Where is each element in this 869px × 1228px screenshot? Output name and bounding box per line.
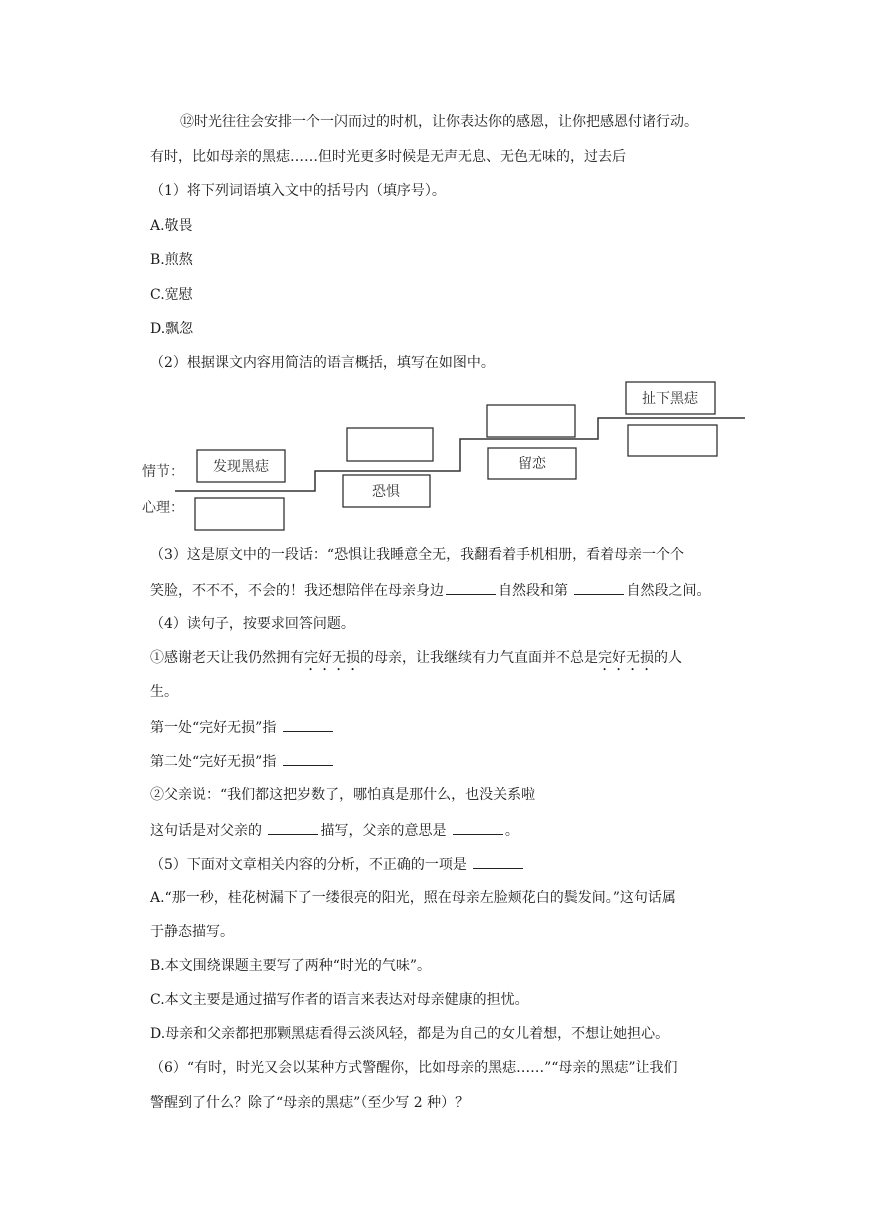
answer-blank[interactable] — [283, 751, 333, 766]
option-b: B.本文围绕课题主要写了两种“时光的气味”。 — [150, 958, 432, 974]
sub-question: 这句话是对父亲的 描写，父亲的意思是 。 — [150, 820, 519, 841]
sub-question: 第二处“完好无损”指 — [150, 751, 335, 772]
sentence-2: ②父亲说：“我们都这把岁数了，哪怕真是那什么，也没关系啦 — [150, 787, 536, 803]
mind-box-1 — [195, 498, 284, 530]
sentence-1: ①感谢老天让我仍然拥有完好无损的母亲，让我继续有力气直面并不总是完好无损的人 — [150, 650, 682, 666]
option-a: A.敬畏 — [150, 218, 193, 234]
answer-blank[interactable] — [473, 854, 523, 869]
answer-blank[interactable] — [283, 717, 333, 732]
plot-box-4-text: 扯下黑痣 — [642, 391, 698, 407]
mind-box-4 — [628, 425, 717, 456]
row-label-mind: 心理： — [142, 500, 184, 516]
answer-blank[interactable] — [268, 820, 318, 835]
option-c: C.宽慰 — [150, 287, 193, 303]
question-stem: （6）“有时，时光又会以某种方式警醒你，比如母亲的黑痣……”“母亲的黑痣”让我们 — [150, 1060, 678, 1076]
answer-blank[interactable] — [446, 580, 496, 595]
option-c: C.本文主要是通过描写作者的语言来表达对母亲健康的担忧。 — [150, 992, 529, 1008]
question-stem: （5）下面对文章相关内容的分析，不正确的一项是 — [150, 854, 525, 875]
sub-question: 第一处“完好无损”指 — [150, 717, 335, 738]
answer-blank[interactable] — [574, 580, 624, 595]
option-d: D.飘忽 — [150, 321, 194, 337]
emphasized-phrase: 完好无损 — [598, 650, 654, 666]
question-stem-cont: 警醒到了什么？除了“母亲的黑痣”（至少写 2 种）？ — [150, 1095, 470, 1111]
plot-mind-diagram — [140, 378, 745, 538]
emphasized-phrase: 完好无损 — [304, 650, 360, 666]
plot-box-3 — [487, 405, 575, 437]
plot-box-2 — [347, 428, 433, 461]
row-label-plot: 情节： — [142, 464, 184, 480]
question-stem: （1）将下列词语填入文中的括号内（填序号）。 — [150, 183, 446, 199]
option-a: A.“那一秒，桂花树漏下了一缕很亮的阳光，照在母亲左脸颊花白的鬓发间。”这句话属 — [150, 890, 676, 906]
mind-box-2-text: 恐惧 — [372, 484, 400, 500]
answer-blank[interactable] — [453, 820, 503, 835]
option-b: B.煎熬 — [150, 252, 193, 268]
question-line: 笑脸，不不不，不会的！我还想陪伴在母亲身边 自然段和第 自然段之间。 — [150, 580, 710, 601]
plot-box-1-text: 发现黑痣 — [213, 459, 269, 475]
mind-box-3-text: 留恋 — [518, 456, 546, 472]
paragraph-line: 有时，比如母亲的黑痣……但时光更多时候是无声无息、无色无味的，过去后 — [150, 149, 626, 165]
option-d: D.母亲和父亲都把那颗黑痣看得云淡风轻，都是为自己的女儿着想，不想让她担心。 — [150, 1026, 670, 1042]
question-stem: （2）根据课文内容用简洁的语言概括，填写在如图中。 — [150, 355, 495, 371]
paragraph-line: ⑫时光往往会安排一个一闪而过的时机，让你表达你的感恩，让你把感恩付诸行动。 — [180, 114, 698, 130]
question-stem: （4）读句子，按要求回答问题。 — [150, 616, 355, 632]
option-a-cont: 于静态描写。 — [150, 924, 234, 940]
question-stem: （3）这是原文中的一段话：“恐惧让我睡意全无，我翻看着手机相册，看着母亲一个个 — [150, 547, 685, 563]
sentence-1-cont: 生。 — [150, 684, 178, 700]
